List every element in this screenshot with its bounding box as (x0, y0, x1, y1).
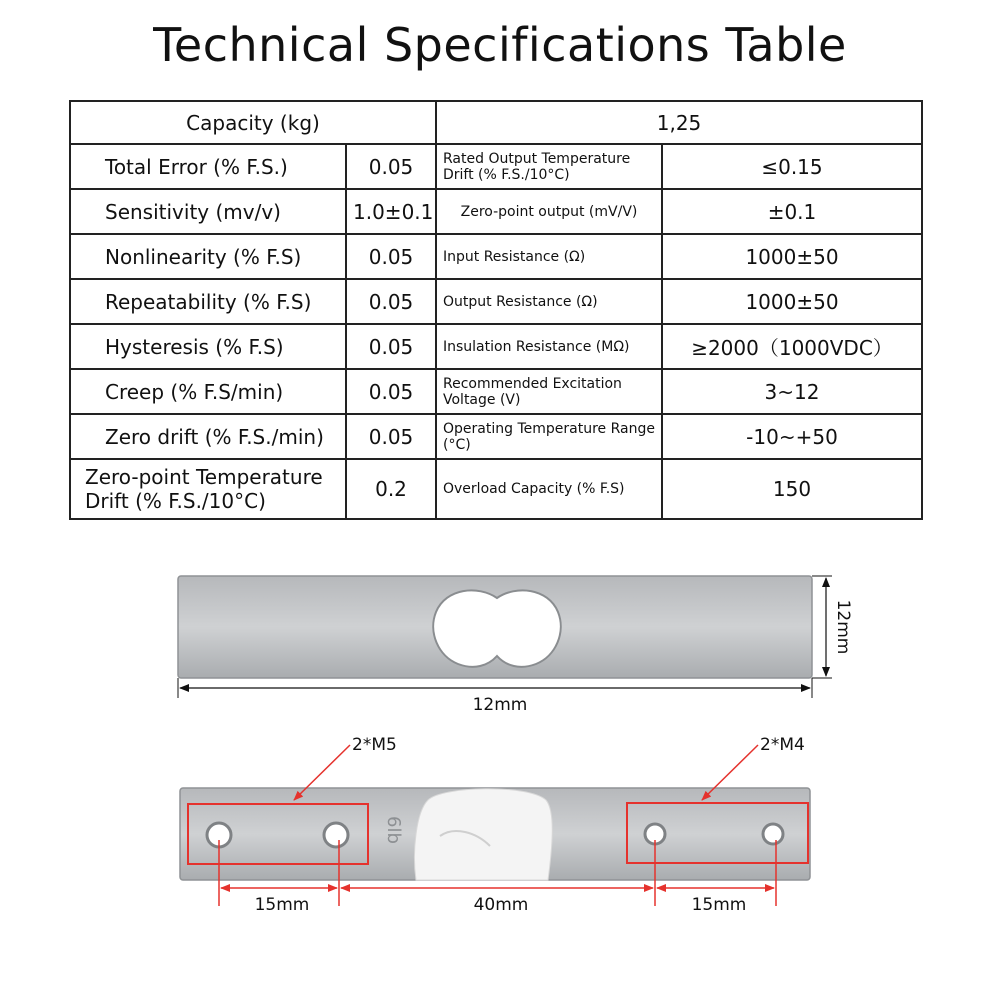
spec-value-2: ±0.1 (662, 189, 922, 234)
spec-value: 0.05 (346, 369, 436, 414)
m5-label: 2*M5 (352, 735, 397, 755)
spec-label-2: Rated Output Temperature Drift (% F.S./10°C) (436, 144, 662, 189)
bottom-view (180, 735, 810, 915)
spec-value-2: ≤0.15 (662, 144, 922, 189)
spec-value: 0.05 (346, 234, 436, 279)
table-row (70, 324, 922, 369)
spec-label-2: Zero-point output (mV/V) (436, 189, 662, 234)
page-title: Technical Specifications Table (153, 18, 847, 72)
strain-gauge-coating (415, 789, 553, 880)
spec-label-2: Recommended Excitation Voltage (V) (436, 369, 662, 414)
spec-label: Sensitivity (mv/v) (70, 189, 346, 234)
spec-value-2: 1000±50 (662, 279, 922, 324)
table-row (70, 234, 922, 279)
table-row (70, 414, 922, 459)
load-cell-drawing (0, 540, 1000, 1000)
top-view (178, 576, 853, 715)
spec-label: Creep (% F.S/min) (70, 369, 346, 414)
spec-value: 0.05 (346, 279, 436, 324)
figure-eight-cutout (433, 590, 561, 666)
spec-label: Repeatability (% F.S) (70, 279, 346, 324)
spec-label-2: Output Resistance (Ω) (436, 279, 662, 324)
m5-hole-right (324, 823, 348, 847)
m4-hole-right (763, 824, 783, 844)
spec-value-2: 150 (662, 459, 922, 519)
spec-label-2: Input Resistance (Ω) (436, 234, 662, 279)
length-label: 12mm (472, 695, 528, 715)
spec-value-2: 1000±50 (662, 234, 922, 279)
m4-label: 2*M4 (760, 735, 805, 755)
spec-value: 0.05 (346, 414, 436, 459)
capacity-value: 1,25 (436, 101, 922, 144)
specs-table (69, 100, 923, 520)
table-row (70, 369, 922, 414)
spec-label: Total Error (% F.S.) (70, 144, 346, 189)
spec-value: 1.0±0.1 (346, 189, 436, 234)
spec-label-2: Overload Capacity (% F.S) (436, 459, 662, 519)
height-label: 12mm (833, 599, 853, 655)
table-row (70, 189, 922, 234)
spec-label: Zero-point Temperature Drift (% F.S./10°C) (70, 459, 346, 519)
spec-value-2: 3~12 (662, 369, 922, 414)
spec-label: Hysteresis (% F.S) (70, 324, 346, 369)
capacity-label: Capacity (kg) (70, 101, 436, 144)
left-spacing-label: 15mm (254, 895, 310, 915)
spec-value-2: ≥2000（1000VDC） (662, 324, 922, 369)
spec-label: Zero drift (% F.S./min) (70, 414, 346, 459)
spec-label: Nonlinearity (% F.S) (70, 234, 346, 279)
engraving-text: 6lb (383, 816, 404, 844)
spec-value-2: -10~+50 (662, 414, 922, 459)
spec-label-2: Insulation Resistance (MΩ) (436, 324, 662, 369)
spec-value: 0.05 (346, 144, 436, 189)
table-row (70, 144, 922, 189)
spec-value: 0.05 (346, 324, 436, 369)
capacity-row (70, 101, 922, 144)
middle-spacing-label: 40mm (473, 895, 529, 915)
right-spacing-label: 15mm (691, 895, 747, 915)
table-row (70, 279, 922, 324)
table-row (70, 459, 922, 519)
spec-label-2: Operating Temperature Range (°C) (436, 414, 662, 459)
spec-value: 0.2 (346, 459, 436, 519)
